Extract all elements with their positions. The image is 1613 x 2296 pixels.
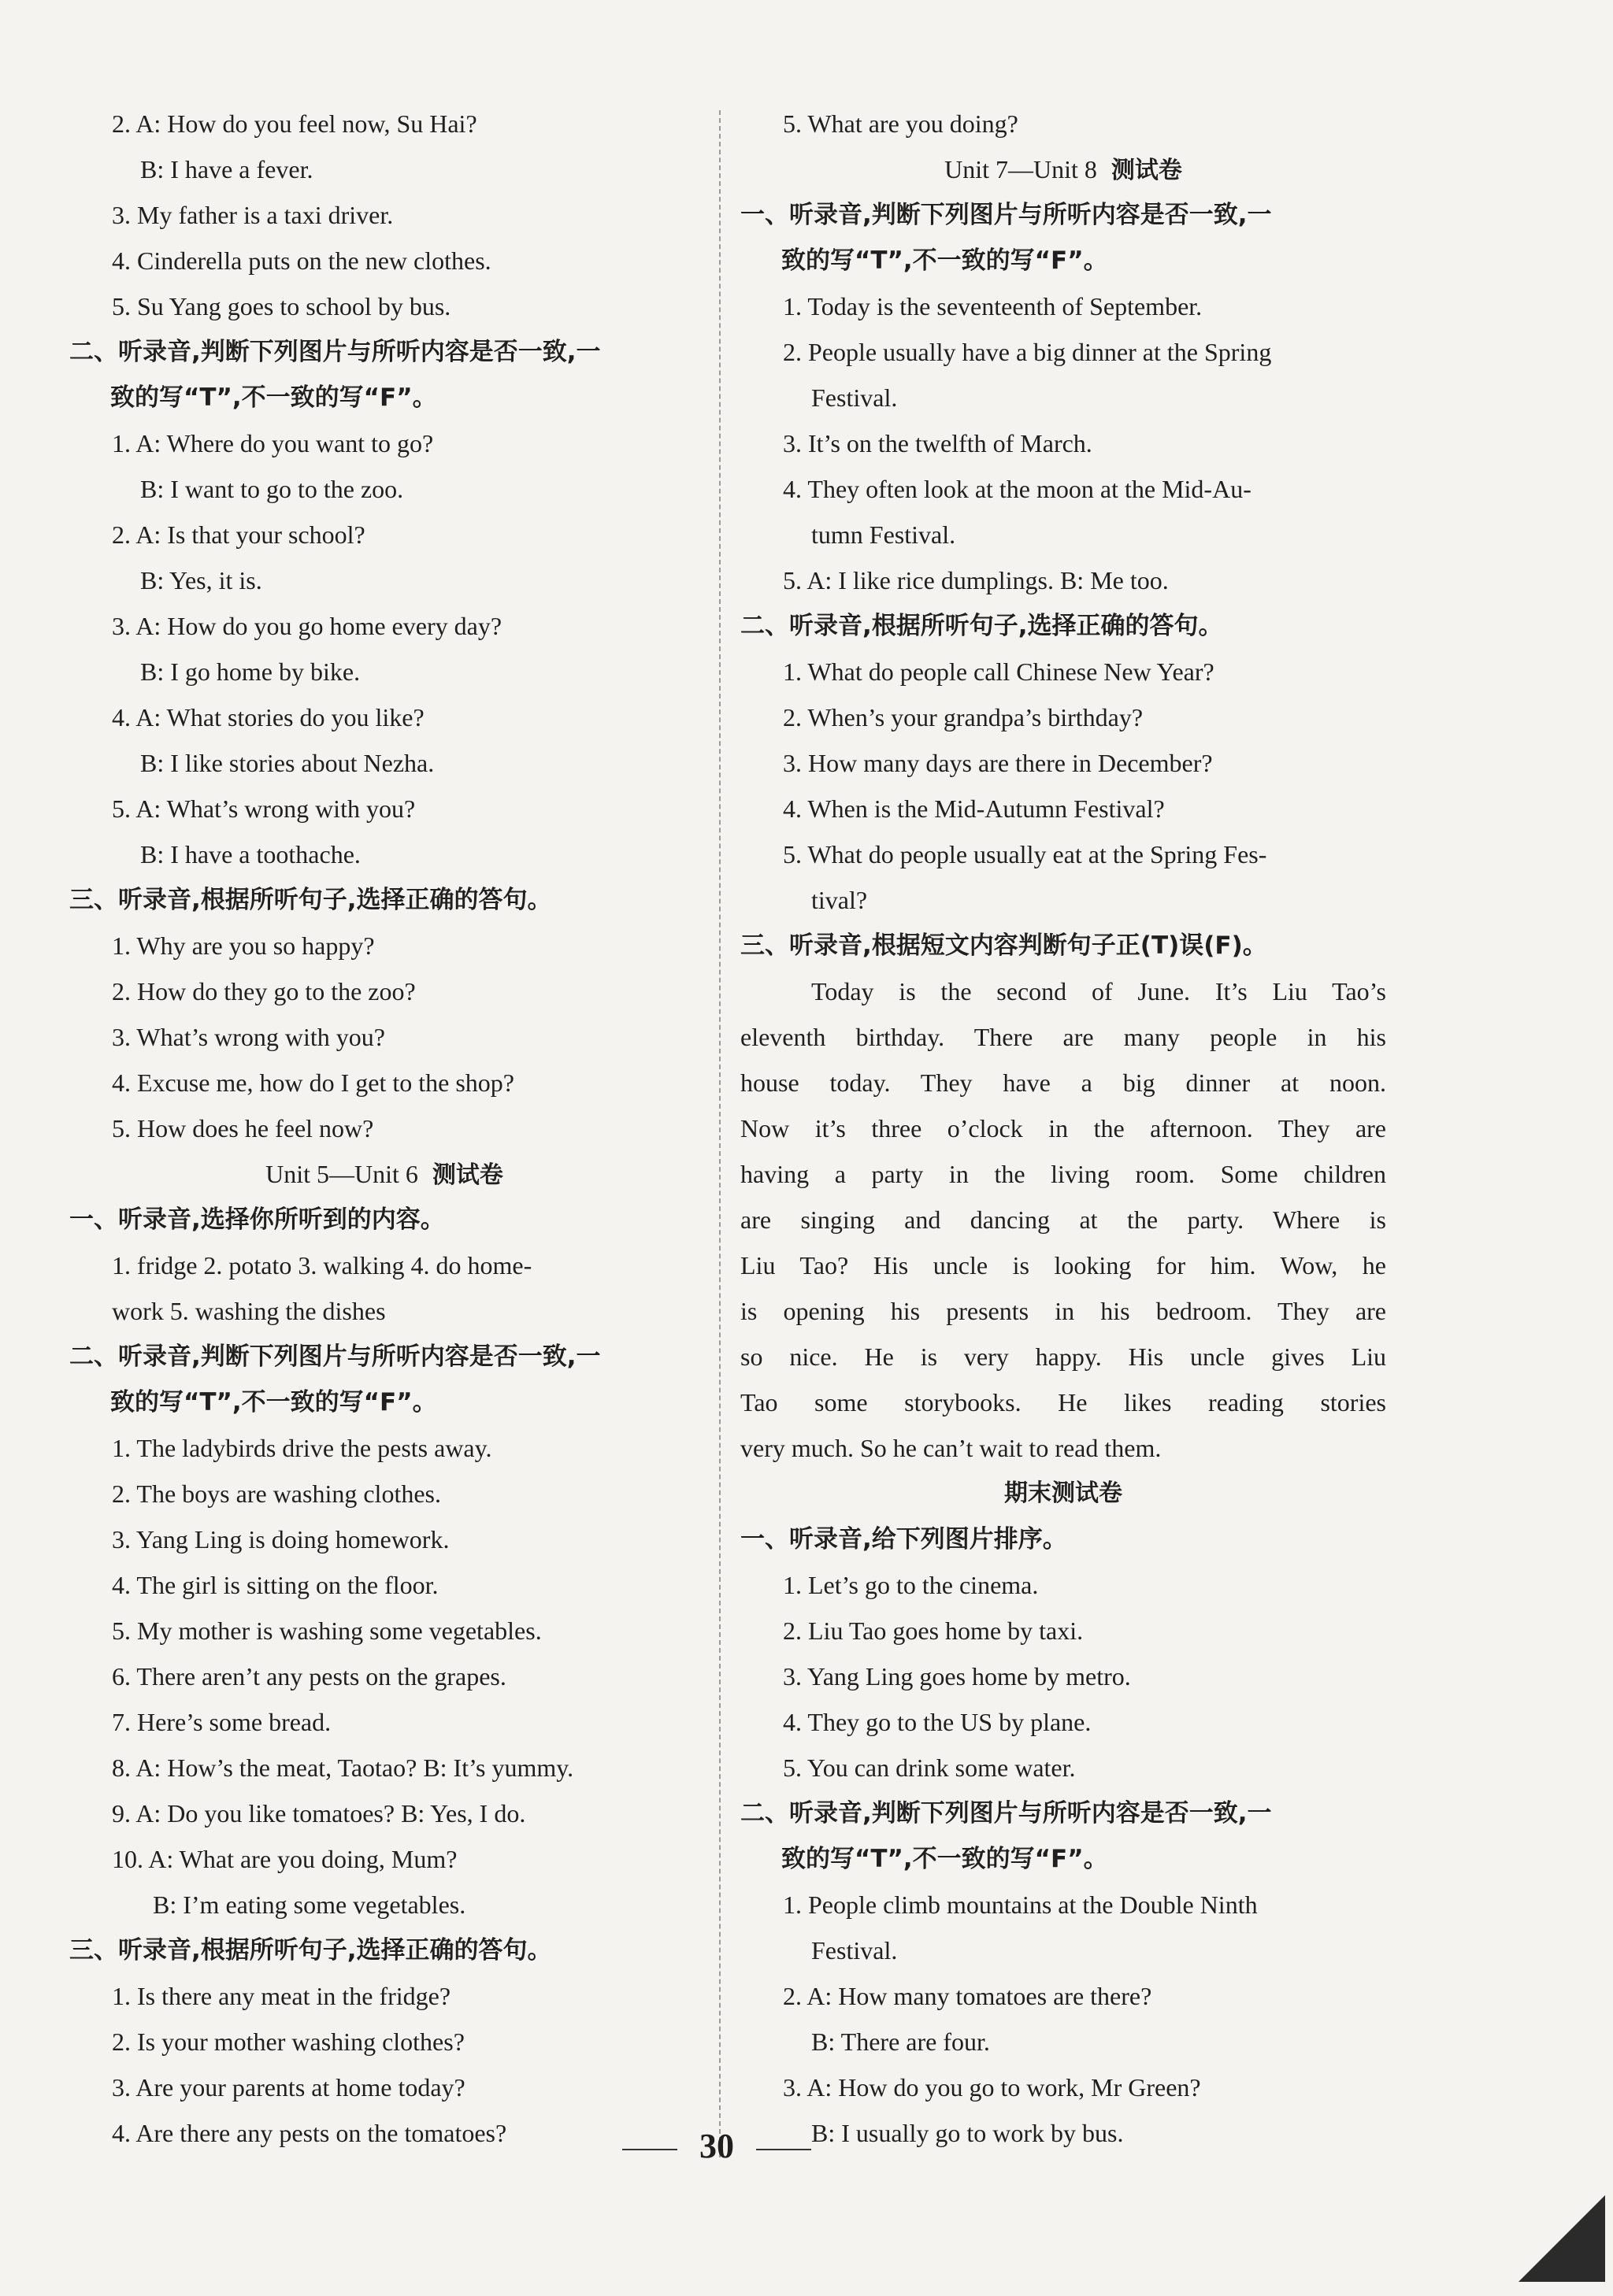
question-line: 3. What’s wrong with you?	[112, 1023, 385, 1051]
question-line: 3. A: How do you go home every day?	[112, 612, 502, 640]
question-line: 5. How does he feel now?	[112, 1114, 374, 1142]
unit-range: Unit 7—Unit 8	[944, 155, 1097, 183]
question-line: 9. A: Do you like tomatoes? B: Yes, I do.	[112, 1799, 526, 1828]
question-line: 7. Here’s some bread.	[112, 1708, 332, 1736]
question-line: 5. Su Yang goes to school by bus.	[112, 292, 451, 320]
question-line: 2. The boys are washing clothes.	[112, 1479, 441, 1508]
section-heading: 致的写“T”,不一致的写“F”。	[781, 246, 1108, 275]
question-line: 6. There aren’t any pests on the grapes.	[112, 1662, 506, 1691]
passage-line: so nice. He is very happy. His uncle gives Liu	[740, 1342, 1386, 1371]
page-number-text: 30	[699, 2127, 734, 2165]
question-line: 1. What do people call Chinese New Year?	[783, 657, 1214, 686]
section-heading: 一、听录音,选择你所听到的内容。	[69, 1205, 445, 1234]
question-line: 2. Is your mother washing clothes?	[112, 2028, 465, 2056]
question-line: tival?	[811, 886, 868, 914]
question-line: 4. Are there any pests on the tomatoes?	[112, 2119, 507, 2147]
question-line: 4. The girl is sitting on the floor.	[112, 1571, 439, 1599]
unit-title	[69, 1151, 699, 1197]
passage-line: is opening his presents in his bedroom. They are	[740, 1297, 1386, 1325]
passage-line: Tao some storybooks. He likes reading stories	[740, 1388, 1386, 1416]
section-heading: 二、听录音,根据所听句子,选择正确的答句。	[740, 612, 1223, 640]
question-line: 1. Let’s go to the cinema.	[783, 1571, 1039, 1599]
right-column	[740, 101, 1386, 2156]
section-heading: 致的写“T”,不一致的写“F”。	[110, 1388, 437, 1416]
question-line: B: I’m eating some vegetables.	[153, 1890, 466, 1919]
question-line: 5. What do people usually eat at the Spring Fes-	[783, 840, 1267, 868]
question-line: Festival.	[811, 383, 898, 412]
unit-title	[740, 146, 1386, 192]
passage-line: Now it’s three o’clock in the afternoon. They are	[740, 1114, 1386, 1142]
section-heading: 三、听录音,根据所听句子,选择正确的答句。	[69, 886, 552, 914]
passage-line: Today is the second of June. It’s Liu Tao’s	[811, 977, 1386, 1005]
question-line: 1. Today is the seventeenth of September.	[783, 292, 1203, 320]
passage-line: very much. So he can’t wait to read them.	[740, 1434, 1162, 1462]
section-heading: 致的写“T”,不一致的写“F”。	[110, 383, 437, 412]
question-line: 5. You can drink some water.	[783, 1753, 1076, 1782]
question-line: 4. Excuse me, how do I get to the shop?	[112, 1068, 514, 1097]
section-heading: 二、听录音,判断下列图片与所听内容是否一致,一	[740, 1799, 1272, 1828]
passage-line: having a party in the living room. Some children	[740, 1160, 1386, 1188]
question-line: 1. fridge 2. potato 3. walking 4. do home-	[112, 1251, 532, 1279]
passage-line: Liu Tao? His uncle is looking for him. Wow, he	[740, 1251, 1386, 1279]
question-line: 2. People usually have a big dinner at the Spring	[783, 338, 1272, 366]
question-line: 4. Cinderella puts on the new clothes.	[112, 246, 491, 275]
question-line: 2. A: Is that your school?	[112, 520, 365, 549]
question-line: B: There are four.	[811, 2028, 990, 2056]
question-line: 4. They go to the US by plane.	[783, 1708, 1092, 1736]
test-label: 测试卷	[1111, 157, 1182, 184]
question-line: 3. Yang Ling goes home by metro.	[783, 1662, 1131, 1691]
section-heading: 一、听录音,给下列图片排序。	[740, 1525, 1067, 1554]
page-number	[0, 2126, 1433, 2166]
question-line: B: I have a fever.	[140, 155, 313, 183]
exam-title: 期末测试卷	[1004, 1479, 1122, 1507]
question-line: 4. A: What stories do you like?	[112, 703, 425, 731]
question-line: 1. A: Where do you want to go?	[112, 429, 434, 457]
question-line: 5. A: I like rice dumplings. B: Me too.	[783, 566, 1169, 594]
section-heading: 致的写“T”,不一致的写“F”。	[781, 1845, 1108, 1873]
question-line: B: I want to go to the zoo.	[140, 475, 404, 503]
question-line: work 5. washing the dishes	[112, 1297, 386, 1325]
question-line: 3. A: How do you go to work, Mr Green?	[783, 2073, 1201, 2102]
question-line: 10. A: What are you doing, Mum?	[112, 1845, 458, 1873]
question-line: 3. How many days are there in December?	[783, 749, 1213, 777]
question-line: 1. Is there any meat in the fridge?	[112, 1982, 451, 2010]
question-line: B: I usually go to work by bus.	[811, 2119, 1124, 2147]
section-heading: 二、听录音,判断下列图片与所听内容是否一致,一	[69, 1342, 601, 1371]
question-line: 4. When is the Mid-Autumn Festival?	[783, 794, 1165, 823]
question-line: Festival.	[811, 1936, 898, 1965]
question-line: 4. They often look at the moon at the Mid-Au-	[783, 475, 1251, 503]
question-line: 5. A: What’s wrong with you?	[112, 794, 416, 823]
question-line: 3. My father is a taxi driver.	[112, 201, 394, 229]
passage-line: are singing and dancing at the party. Where is	[740, 1205, 1386, 1234]
section-heading: 一、听录音,判断下列图片与所听内容是否一致,一	[740, 201, 1272, 229]
question-line: B: I like stories about Nezha.	[140, 749, 435, 777]
section-heading: 三、听录音,根据短文内容判断句子正(T)误(F)。	[740, 931, 1267, 960]
question-line: B: I have a toothache.	[140, 840, 361, 868]
question-line: 8. A: How’s the meat, Taotao? B: It’s yummy.	[112, 1753, 574, 1782]
question-line: 1. Why are you so happy?	[112, 931, 375, 960]
test-label: 测试卷	[432, 1161, 503, 1189]
question-line: 1. People climb mountains at the Double Ninth	[783, 1890, 1258, 1919]
question-line: tumn Festival.	[811, 520, 956, 549]
question-line: 2. How do they go to the zoo?	[112, 977, 416, 1005]
section-heading: 三、听录音,根据所听句子,选择正确的答句。	[69, 1936, 552, 1965]
question-line: 2. A: How many tomatoes are there?	[783, 1982, 1152, 2010]
question-line: 2. Liu Tao goes home by taxi.	[783, 1616, 1084, 1645]
question-line: 3. It’s on the twelfth of March.	[783, 429, 1092, 457]
question-line: 1. The ladybirds drive the pests away.	[112, 1434, 492, 1462]
question-line: 5. My mother is washing some vegetables.	[112, 1616, 542, 1645]
question-line: 2. A: How do you feel now, Su Hai?	[112, 109, 477, 138]
question-line: B: Yes, it is.	[140, 566, 262, 594]
passage-line: house today. They have a big dinner at noon.	[740, 1068, 1386, 1097]
left-column	[69, 101, 699, 2156]
column-divider	[719, 110, 721, 2157]
section-heading: 二、听录音,判断下列图片与所听内容是否一致,一	[69, 338, 601, 366]
unit-range: Unit 5—Unit 6	[265, 1160, 418, 1188]
question-line: B: I go home by bike.	[140, 657, 361, 686]
question-line: 2. When’s your grandpa’s birthday?	[783, 703, 1144, 731]
question-line: 5. What are you doing?	[783, 109, 1018, 138]
page-corner-mark	[1518, 2195, 1605, 2282]
question-line: 3. Are your parents at home today?	[112, 2073, 465, 2102]
passage-line: eleventh birthday. There are many people in his	[740, 1023, 1386, 1051]
question-line: 3. Yang Ling is doing homework.	[112, 1525, 450, 1554]
